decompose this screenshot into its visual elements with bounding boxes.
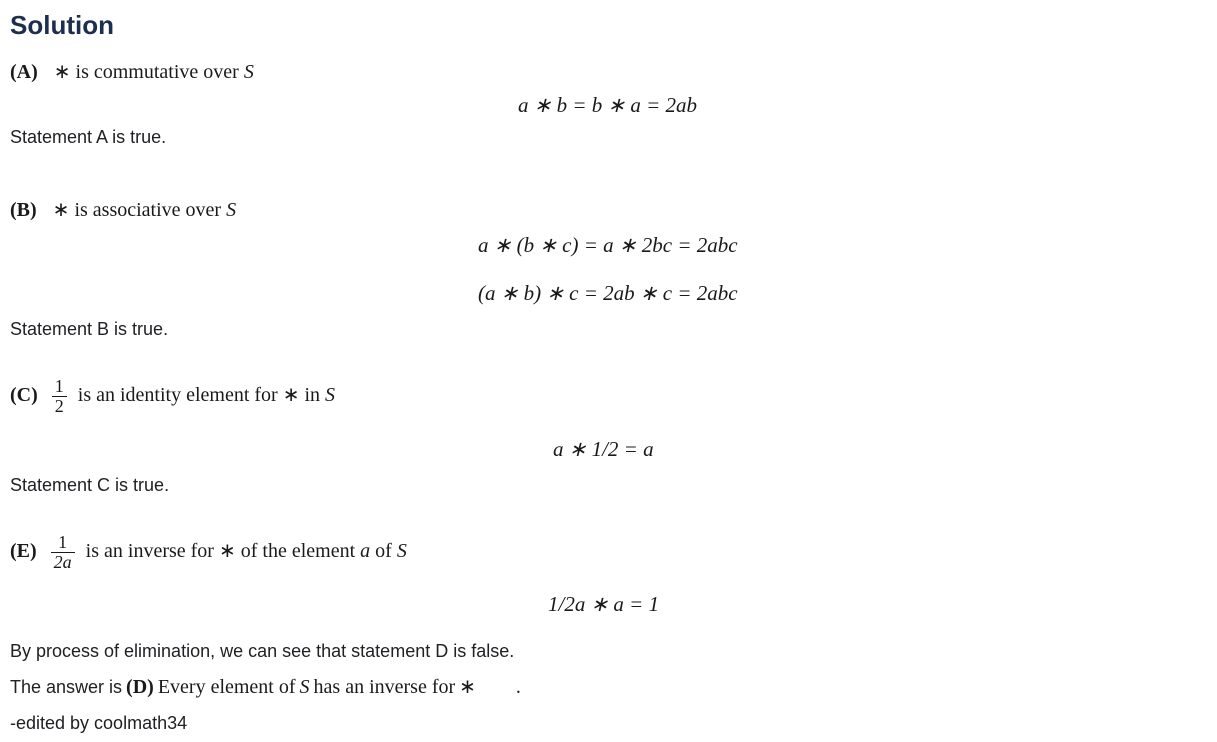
answer-prefix: The answer is (10, 677, 123, 697)
of-word: of (375, 539, 392, 562)
part-b-equation-2: (a ∗ b) ∗ c = 2ab ∗ c = 2abc (478, 281, 738, 305)
set-symbol: S (299, 676, 310, 698)
part-e-text-2: of the element (240, 539, 356, 562)
part-e-text: is an inverse for (85, 539, 214, 562)
answer-line (10, 674, 521, 699)
part-a-label: (A) (10, 61, 38, 83)
part-b-equation-1: a ∗ (b ∗ c) = a ∗ 2bc = 2abc (478, 233, 738, 257)
part-c-conclusion: Statement C is true. (10, 475, 170, 495)
element-variable: a (360, 539, 371, 562)
set-symbol: S (396, 539, 407, 562)
answer-label: (D) (126, 676, 154, 698)
star-operator: ∗ (218, 539, 236, 562)
star-operator: ∗ (53, 61, 71, 83)
part-b-label: (B) (10, 199, 37, 221)
part-a-heading (10, 59, 254, 84)
part-a-equation: a ∗ b = b ∗ a = 2ab (518, 93, 698, 117)
part-a-text: is commutative over (75, 61, 239, 83)
set-symbol: S (325, 383, 336, 406)
star-operator: ∗ (52, 199, 70, 221)
part-c-equation: a ∗ 1/2 = a (553, 437, 654, 461)
part-e-heading (10, 533, 407, 572)
part-c-label: (C) (10, 383, 38, 406)
part-b-heading (10, 197, 236, 222)
answer-period: . (515, 676, 521, 698)
part-c-text: is an identity element for (77, 383, 278, 406)
set-symbol: S (226, 199, 237, 221)
page-title: Solution (10, 10, 114, 40)
part-a-conclusion: Statement A is true. (10, 127, 167, 147)
star-operator: ∗ (282, 383, 300, 406)
part-e-equation: 1/2a ∗ a = 1 (548, 592, 660, 616)
in-word: in (304, 383, 321, 406)
credit-text: -edited by coolmath34 (10, 713, 188, 733)
one-over-2a-fraction: $\frac{1}{2a}$ (51, 533, 75, 572)
part-b-conclusion: Statement B is true. (10, 319, 169, 339)
part-b-text: is associative over (74, 199, 222, 221)
star-operator: ∗ (459, 676, 476, 698)
answer-text: Every element of (157, 676, 296, 698)
set-symbol: S (243, 61, 254, 83)
part-e-label: (E) (10, 539, 37, 562)
elimination-text: By process of elimination, we can see that statement D is false. (10, 641, 515, 661)
answer-text-2: has an inverse for (313, 676, 456, 698)
part-c-heading (10, 377, 335, 416)
one-half-fraction: $\frac{1}{2}$ (52, 377, 67, 416)
